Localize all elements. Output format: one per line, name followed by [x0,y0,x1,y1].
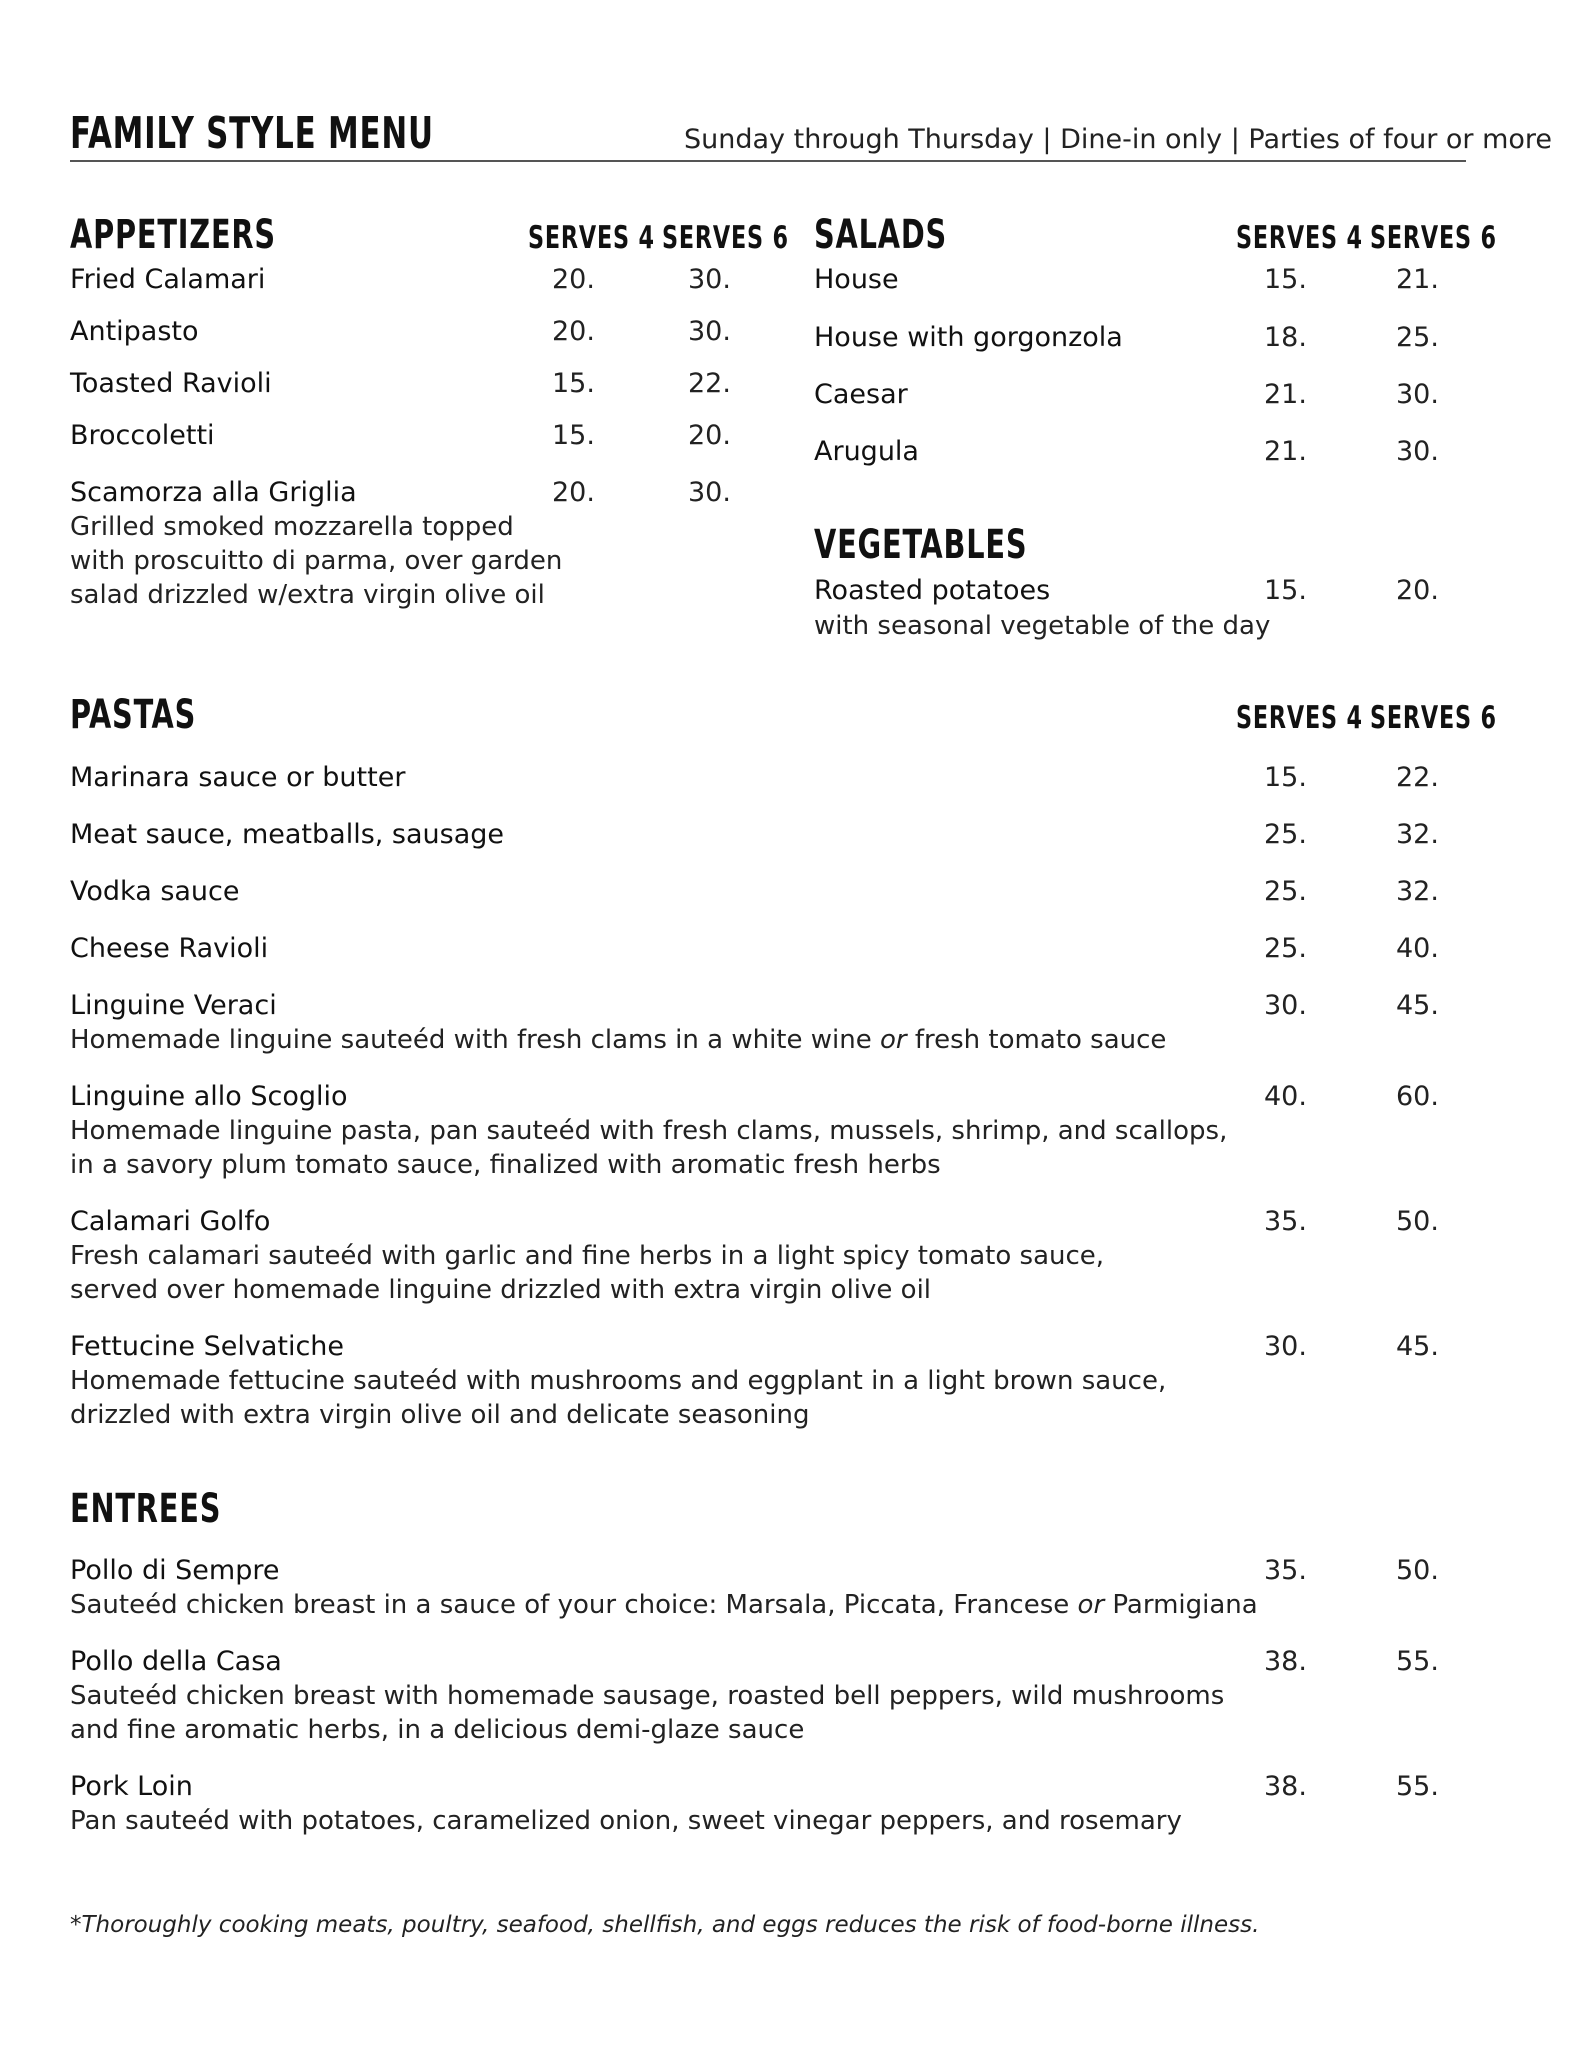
pasta-price-serves6: 45. [1396,990,1439,1021]
vegetable-price-serves6: 20. [1396,575,1439,606]
pastas-heading: PASTAS [70,692,197,738]
pasta-description-text: fresh tomato sauce [906,1025,1167,1055]
vegetable-price-serves4: 15. [1264,575,1307,606]
pasta-description [70,1023,1166,1057]
entree-price-serves6: 55. [1396,1646,1439,1677]
appetizers-heading: APPETIZERS [70,212,276,258]
appetizers-serves4-header: SERVES 4 [528,220,655,256]
salad-name: Arugula [814,436,919,467]
salad-price-serves4: 18. [1264,322,1307,353]
appetizer-description: Grilled smoked mozzarella topped [70,512,514,542]
appetizer-price-serves4: 20. [552,264,595,295]
entree-name: Pollo di Sempre [70,1555,280,1586]
salad-price-serves6: 25. [1396,322,1439,353]
appetizer-price-serves4: 20. [552,477,595,508]
pasta-price-serves6: 50. [1396,1206,1439,1237]
appetizer-price-serves6: 20. [688,420,731,451]
salad-name: Caesar [814,379,908,410]
pastas-serves4-header: SERVES 4 [1236,700,1363,736]
salads-serves4-header: SERVES 4 [1236,220,1363,256]
salad-price-serves4: 21. [1264,379,1307,410]
appetizer-price-serves6: 30. [688,477,731,508]
appetizer-price-serves6: 30. [688,264,731,295]
salad-price-serves6: 21. [1396,264,1439,295]
pasta-name: Fettucine Selvatiche [70,1331,345,1362]
title-divider [70,160,1466,162]
appetizer-name: Antipasto [70,316,199,347]
pasta-price-serves4: 25. [1264,819,1307,850]
food-safety-footnote: *Thoroughly cooking meats, poultry, seafood, shellfish, and eggs reduces the risk of food-borne illness. [70,1912,1260,1938]
salad-name: House [814,264,899,295]
appetizer-description: salad drizzled w/extra virgin olive oil [70,580,545,610]
pastas-serves6-header: SERVES 6 [1370,700,1497,736]
salad-price-serves4: 15. [1264,264,1307,295]
appetizer-price-serves4: 20. [552,316,595,347]
entree-price-serves4: 38. [1264,1771,1307,1802]
appetizer-price-serves4: 15. [552,368,595,399]
pasta-description-text: Homemade linguine sauteéd with fresh clams in a white wine [70,1025,880,1055]
pasta-description-or: or [879,1025,907,1055]
entree-name: Pollo della Casa [70,1646,282,1677]
pasta-price-serves6: 60. [1396,1081,1439,1112]
pasta-price-serves6: 40. [1396,933,1439,964]
pasta-price-serves4: 40. [1264,1081,1307,1112]
entree-price-serves4: 38. [1264,1646,1307,1677]
salad-name: House with gorgonzola [814,322,1123,353]
pasta-description: in a savory plum tomato sauce, finalized with aromatic fresh herbs [70,1150,941,1180]
pasta-name: Meat sauce, meatballs, sausage [70,819,505,850]
pasta-price-serves4: 25. [1264,933,1307,964]
pasta-name: Linguine Veraci [70,990,277,1021]
appetizer-price-serves6: 30. [688,316,731,347]
pasta-description: drizzled with extra virgin olive oil and delicate seasoning [70,1400,810,1430]
appetizer-name: Scamorza alla Griglia [70,477,357,508]
pasta-price-serves6: 32. [1396,876,1439,907]
appetizers-serves6-header: SERVES 6 [662,220,789,256]
entree-description: Pan sauteéd with potatoes, caramelized onion, sweet vinegar peppers, and rosemary [70,1806,1182,1836]
pasta-price-serves4: 35. [1264,1206,1307,1237]
salad-price-serves4: 21. [1264,436,1307,467]
appetizer-price-serves4: 15. [552,420,595,451]
appetizer-name: Toasted Ravioli [70,368,272,399]
entree-description-text: Parmigiana [1104,1590,1258,1620]
vegetable-description: with seasonal vegetable of the day [814,611,1271,641]
pasta-name: Cheese Ravioli [70,933,269,964]
pasta-price-serves4: 30. [1264,1331,1307,1362]
vegetables-heading: VEGETABLES [814,522,1028,568]
pasta-price-serves6: 45. [1396,1331,1439,1362]
entree-price-serves6: 55. [1396,1771,1439,1802]
pasta-price-serves4: 15. [1264,762,1307,793]
pasta-name: Vodka sauce [70,876,240,907]
pasta-description: Homemade linguine pasta, pan sauteéd with fresh clams, mussels, shrimp, and scallops, [70,1116,1228,1146]
pasta-description: served over homemade linguine drizzled with extra virgin olive oil [70,1275,932,1305]
pasta-price-serves6: 22. [1396,762,1439,793]
pasta-price-serves4: 25. [1264,876,1307,907]
pasta-name: Marinara sauce or butter [70,762,406,793]
entree-description-or: or [1077,1590,1105,1620]
pasta-price-serves4: 30. [1264,990,1307,1021]
entree-description: and fine aromatic herbs, in a delicious demi-glaze sauce [70,1715,805,1745]
entree-description [70,1588,1258,1622]
pasta-name: Linguine allo Scoglio [70,1081,348,1112]
salad-price-serves6: 30. [1396,379,1439,410]
pasta-description: Homemade fettucine sauteéd with mushrooms and eggplant in a light brown sauce, [70,1366,1167,1396]
pasta-name: Calamari Golfo [70,1206,271,1237]
pasta-description: Fresh calamari sauteéd with garlic and fine herbs in a light spicy tomato sauce, [70,1241,1105,1271]
vegetable-name: Roasted potatoes [814,575,1051,606]
appetizer-name: Fried Calamari [70,264,266,295]
appetizer-description: with proscuitto di parma, over garden [70,546,563,576]
salads-serves6-header: SERVES 6 [1370,220,1497,256]
menu-title: FAMILY STYLE MENU [70,108,434,159]
salad-price-serves6: 30. [1396,436,1439,467]
entree-description: Sauteéd chicken breast with homemade sausage, roasted bell peppers, wild mushrooms [70,1681,1225,1711]
entree-description-text: Sauteéd chicken breast in a sauce of your choice: Marsala, Piccata, Francese [70,1590,1078,1620]
appetizer-name: Broccoletti [70,420,215,451]
entrees-heading: ENTREES [70,1486,222,1532]
menu-subtitle: Sunday through Thursday | Dine-in only | Parties of four or more [684,124,1553,155]
pasta-price-serves6: 32. [1396,819,1439,850]
entree-price-serves6: 50. [1396,1555,1439,1586]
salads-heading: SALADS [814,212,948,258]
appetizer-price-serves6: 22. [688,368,731,399]
entree-price-serves4: 35. [1264,1555,1307,1586]
entree-name: Pork Loin [70,1771,193,1802]
